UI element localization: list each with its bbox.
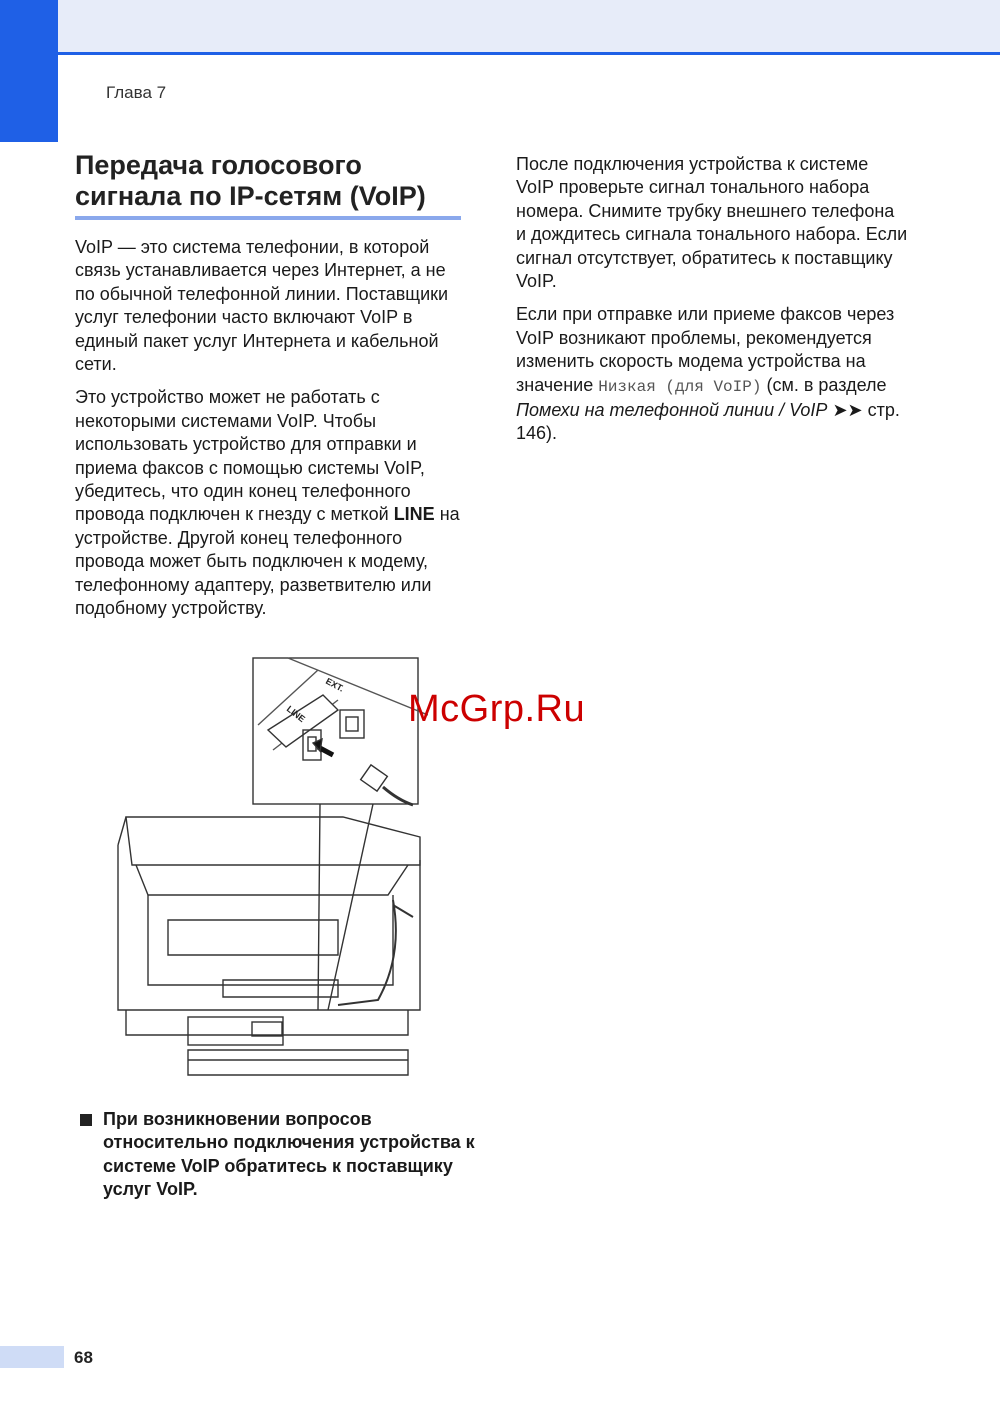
left-column <box>75 236 467 631</box>
phone-cord <box>383 787 413 805</box>
page-number: 68 <box>74 1348 93 1367</box>
bullet-note <box>80 1108 480 1202</box>
text-span: Если при отправке или приеме факсов через VoIP возникают проблемы, рекомендуется изменить скорость модема устройства на значение <box>516 304 895 395</box>
arrow-head-icon <box>313 739 322 751</box>
line-label-bold: LINE <box>393 504 435 525</box>
header-rule <box>0 52 1000 55</box>
chapter-tab <box>0 0 58 142</box>
cross-reference-link[interactable]: Помехи на телефонной линии / VoIP <box>516 400 828 421</box>
paper-tray <box>188 1050 408 1075</box>
printer-connection-illustration <box>108 655 428 1085</box>
watermark: McGrp.Ru <box>408 688 586 730</box>
control-panel <box>188 1017 283 1045</box>
section-title-line2: сигнала по IP-сетям (VoIP) <box>75 181 426 211</box>
square-bullet-icon <box>80 1114 92 1126</box>
page-reference: стр. 146). <box>516 400 900 444</box>
header-band <box>0 0 1000 52</box>
paragraph-voip-intro: VoIP — это система телефонии, в которой связь устанавливается через Интернет, а не по обычной телефонной линии. Поставщики услуг телефонии часто включают VoIP в единый пакет услуг Интернета и кабельной сети. <box>75 237 449 375</box>
paragraph-modem-speed <box>516 303 908 445</box>
phone-cable <box>338 900 396 1005</box>
text-span: (см. в разделе <box>761 374 887 395</box>
page-number-band <box>0 1346 64 1368</box>
right-column <box>516 153 908 456</box>
text-span: на устройстве. Другой конец телефонного провода может быть подключен к модему, телефонному адаптеру, разветвителю или подобному устройству. <box>75 504 460 619</box>
paragraph-dial-tone: После подключения устройства к системе VoIP проверьте сигнал тонального набора номера. Снимите трубку внешнего телефона и дождитесь сигнала тонального набора. Если сигнал отсутствует, обратитесь к поставщику VoIP. <box>516 154 908 292</box>
line-port-label: LINE <box>284 703 308 725</box>
arrows-icon: ➤➤ <box>827 400 868 421</box>
chapter-label: Глава 7 <box>106 83 167 102</box>
touchscreen <box>252 1022 282 1036</box>
setting-value: Низкая (для VoIP) <box>598 377 762 396</box>
usb-port-icon <box>340 710 364 738</box>
paragraph-compatibility <box>75 386 467 620</box>
section-title <box>75 150 465 212</box>
section-title-line1: Передача голосового <box>75 150 362 180</box>
printer-lid <box>126 817 420 865</box>
text-span: Это устройство может не работать с некоторыми системами VoIP. Чтобы использовать устройство для отправки и приема факсов с помощью системы VoIP, убедитесь, что один конец телефонного провода подключен к гнезду с меткой <box>75 387 425 525</box>
bullet-text: При возникновении вопросов относительно подключения устройства к системе VoIP обратитесь к поставщику услуг VoIP. <box>103 1109 475 1200</box>
ext-port-label: EXT. <box>324 675 346 694</box>
title-underline <box>75 216 461 220</box>
cartridge-area <box>223 980 338 997</box>
